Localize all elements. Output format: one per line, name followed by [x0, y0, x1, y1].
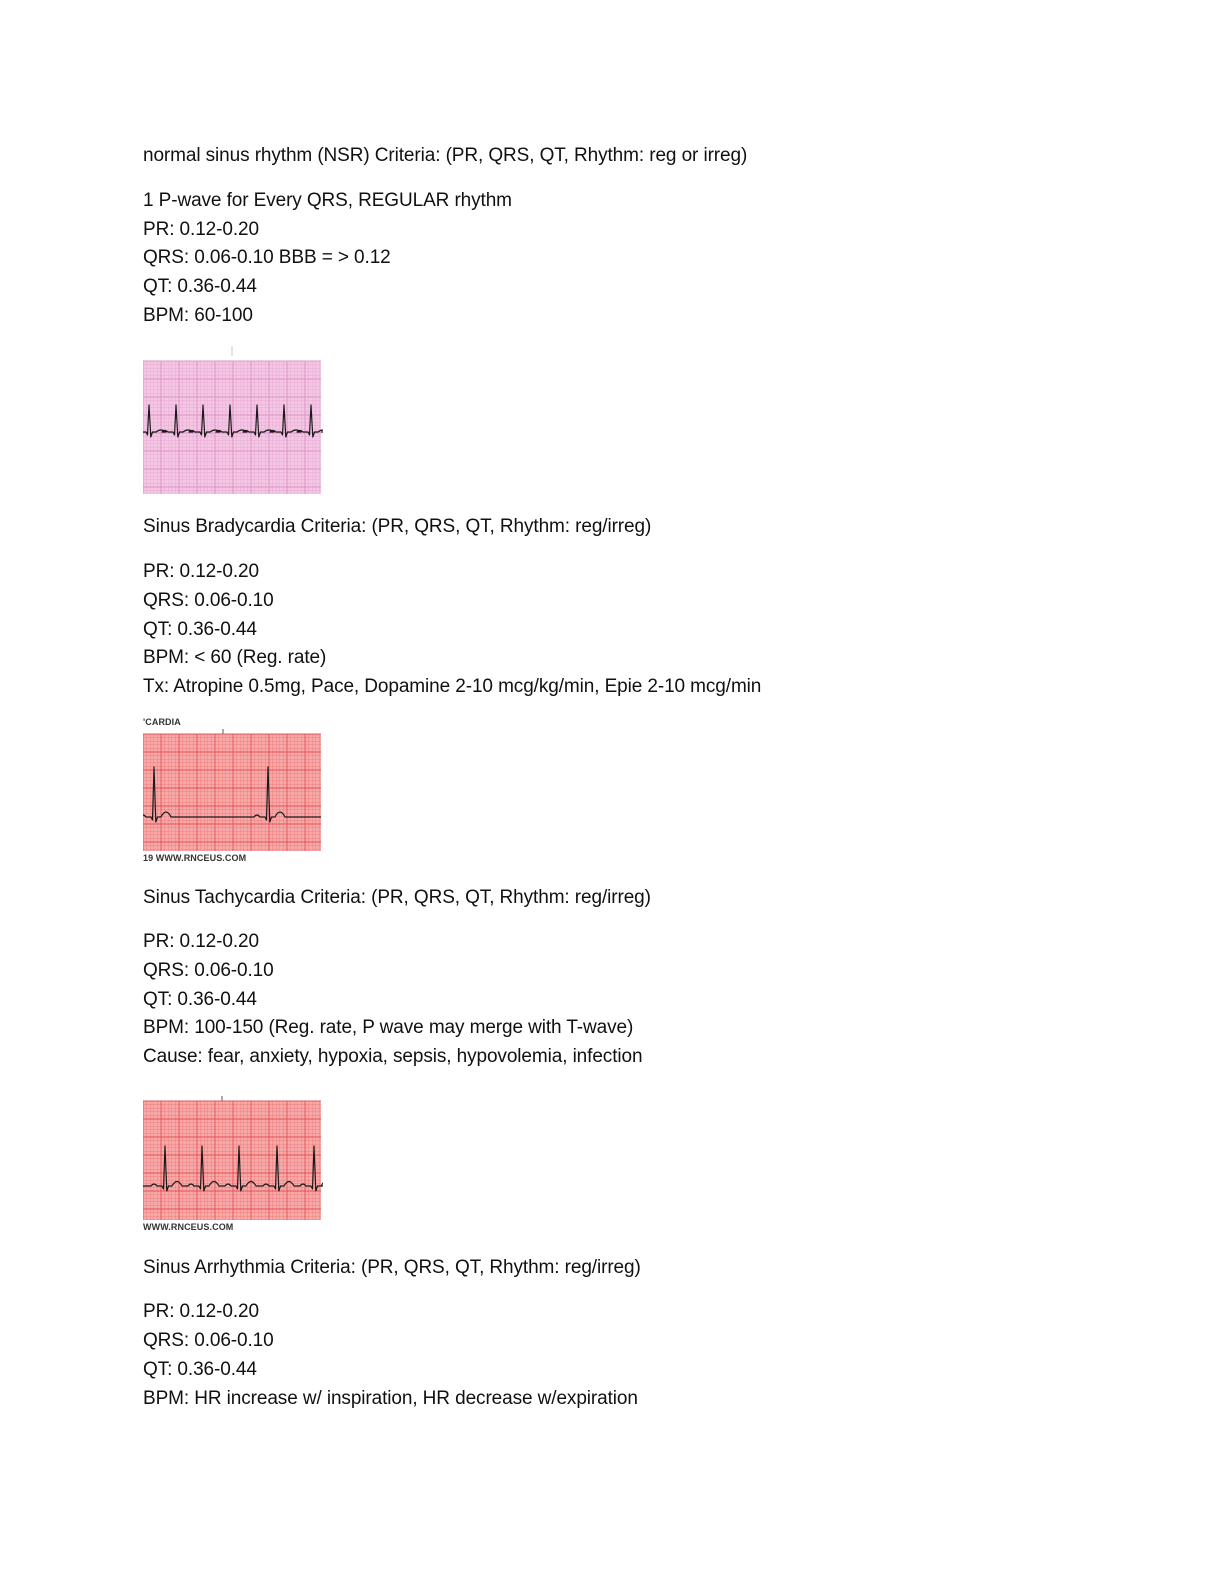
- nsr-ecg-image: [143, 346, 323, 496]
- nsr-line-3: QRS: 0.06-0.10 BBB = > 0.12: [143, 247, 391, 268]
- arrhythmia-line-2: QRS: 0.06-0.10: [143, 1330, 274, 1351]
- arrhythmia-heading: Sinus Arrhythmia Criteria: (PR, QRS, QT, Rhythm: reg/irreg): [143, 1257, 641, 1278]
- brady-heading: Sinus Bradycardia Criteria: (PR, QRS, QT, Rhythm: reg/irreg): [143, 516, 652, 537]
- tachy-line-3: QT: 0.36-0.44: [143, 989, 257, 1010]
- brady-ecg-image: [143, 729, 323, 851]
- tachy-line-4: BPM: 100-150 (Reg. rate, P wave may merge with T-wave): [143, 1017, 634, 1038]
- nsr-line-1: 1 P-wave for Every QRS, REGULAR rhythm: [143, 190, 512, 211]
- arrhythmia-line-4: BPM: HR increase w/ inspiration, HR decrease w/expiration: [143, 1388, 638, 1409]
- brady-strip-top-label: 'CARDIA: [143, 717, 181, 727]
- tachy-line-1: PR: 0.12-0.20: [143, 931, 259, 952]
- tachy-line-2: QRS: 0.06-0.10: [143, 960, 274, 981]
- nsr-line-5: BPM: 60-100: [143, 305, 253, 326]
- nsr-ecg-strip: [143, 346, 323, 496]
- brady-line-4: BPM: < 60 (Reg. rate): [143, 647, 327, 668]
- tachy-heading: Sinus Tachycardia Criteria: (PR, QRS, QT, Rhythm: reg/irreg): [143, 887, 651, 908]
- nsr-line-2: PR: 0.12-0.20: [143, 219, 259, 240]
- brady-line-2: QRS: 0.06-0.10: [143, 590, 274, 611]
- tachy-ecg-strip: [143, 1096, 323, 1220]
- nsr-heading: normal sinus rhythm (NSR) Criteria: (PR, QRS, QT, Rhythm: reg or irreg): [143, 145, 748, 166]
- nsr-line-4: QT: 0.36-0.44: [143, 276, 257, 297]
- arrhythmia-line-3: QT: 0.36-0.44: [143, 1359, 257, 1380]
- brady-line-1: PR: 0.12-0.20: [143, 561, 259, 582]
- brady-line-5: Tx: Atropine 0.5mg, Pace, Dopamine 2-10 mcg/kg/min, Epie 2-10 mcg/min: [143, 676, 762, 697]
- tachy-line-5: Cause: fear, anxiety, hypoxia, sepsis, hypovolemia, infection: [143, 1046, 643, 1067]
- brady-line-3: QT: 0.36-0.44: [143, 619, 257, 640]
- tachy-ecg-image: [143, 1096, 323, 1220]
- brady-strip-bottom-label: 19 WWW.RNCEUS.COM: [143, 853, 247, 863]
- arrhythmia-line-1: PR: 0.12-0.20: [143, 1301, 259, 1322]
- brady-ecg-strip: [143, 729, 323, 851]
- tachy-strip-bottom-label: WWW.RNCEUS.COM: [143, 1222, 234, 1232]
